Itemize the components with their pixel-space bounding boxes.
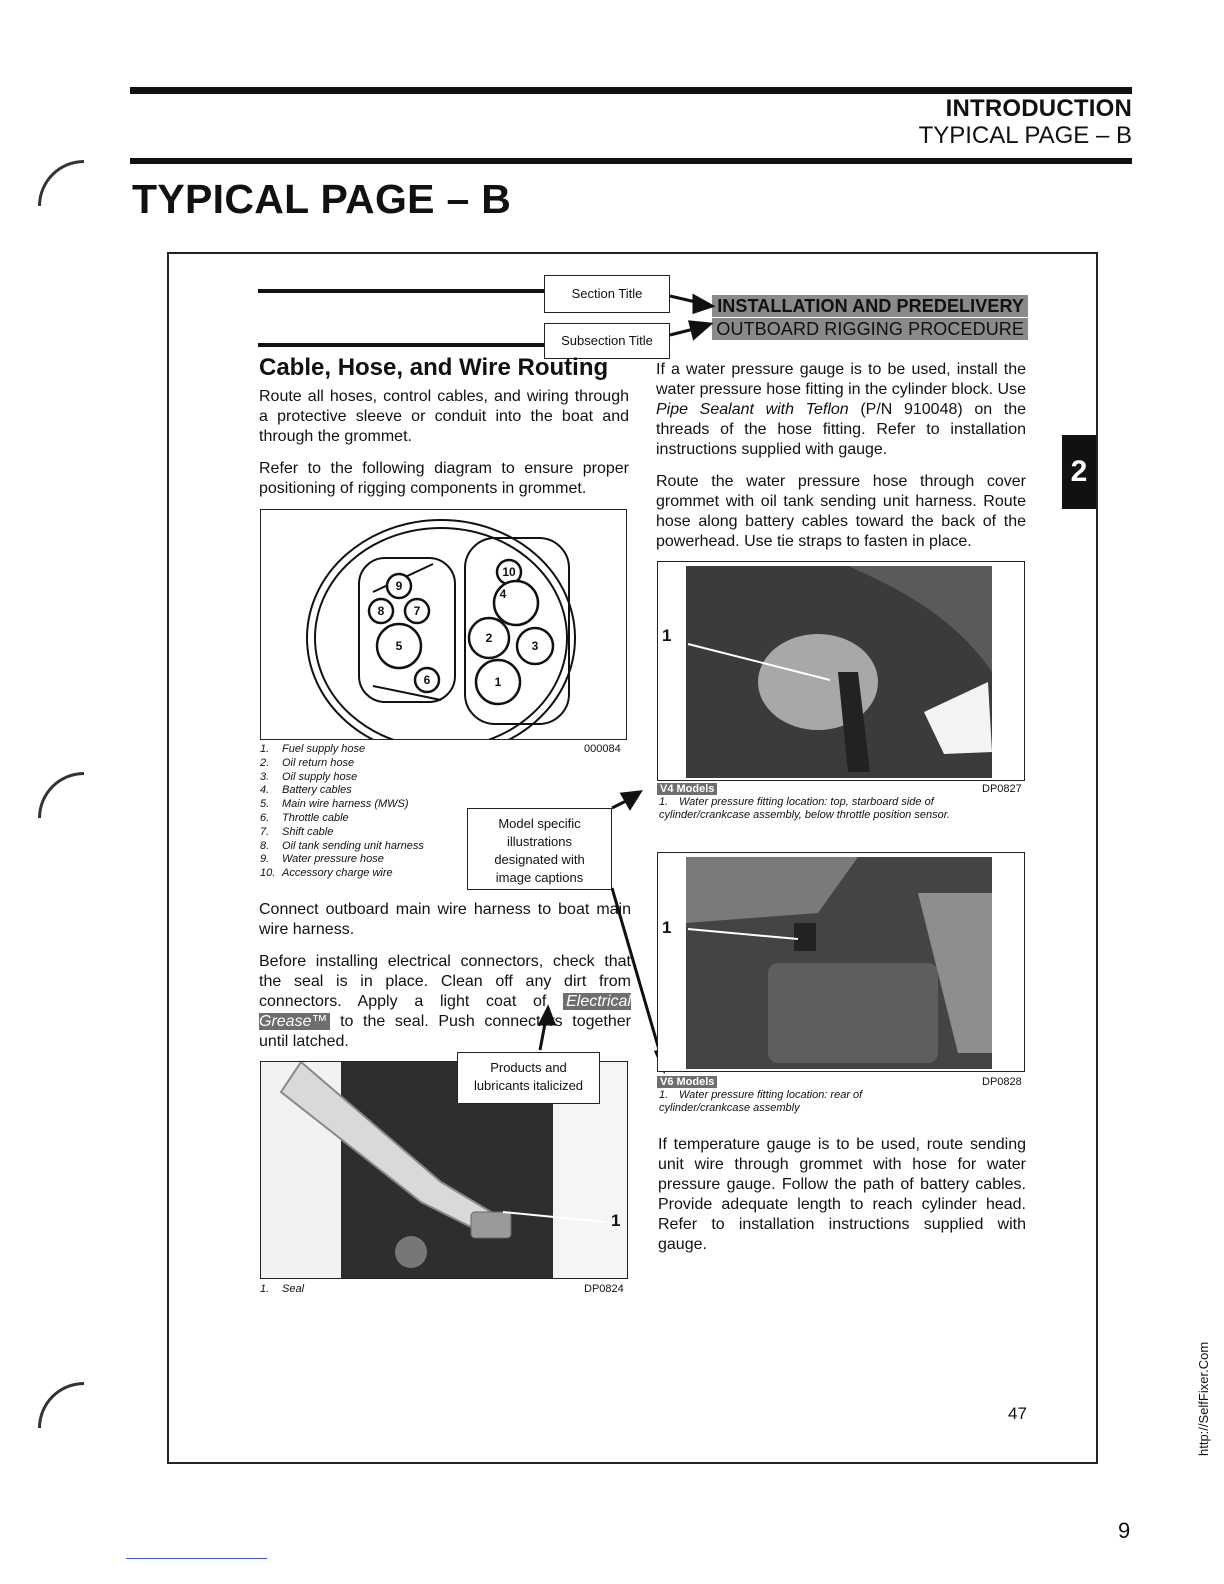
v4-figure-code: DP0827 [982,783,1022,795]
legend-item: 10. Accessory charge wire [260,867,393,880]
watermark-url: http://SelfFixer.Com [1196,1341,1211,1456]
v6-pointer-label: 1 [662,918,672,937]
subsection-title-callout: Subsection Title [544,323,670,359]
v6-photo [657,852,1025,1072]
section-band: INSTALLATION AND PREDELIVERY [712,295,1028,317]
v6-model-label: V6 Models [657,1076,717,1088]
seal-caption: 1. Seal [260,1283,305,1295]
section-tab: 2 [1062,435,1096,509]
left-paragraph-2: Refer to the following diagram to ensure proper positioning of rigging components in grommet. [259,460,629,497]
grommet-diagram [261,510,627,740]
v6-caption: 1. Water pressure fitting location: rear of cylinder/crankcase assembly [659,1089,863,1114]
legend-item: 8. Oil tank sending unit harness [260,839,424,852]
inner-page-number: 47 [1008,1404,1027,1423]
v6-figure-code: DP0828 [982,1076,1022,1088]
right-paragraph-1: If a water pressure gauge is to be used, install the water pressure hose fitting in the cylinder block. Use Pipe Sealant with Teflon (P/N 910048) on the threads of the hose fitting. Refer to installation instructions supplied with gauge. [656,361,1027,458]
left-paragraph-3: Connect outboard main wire harness to boat main wire harness. [259,901,631,938]
header-section: INTRODUCTION [945,95,1132,122]
page-title: TYPICAL PAGE – B [132,176,512,222]
v4-model-label: V4 Models [657,783,717,795]
legend-item: 9. Water pressure hose [260,853,384,866]
model-specific-callout: Model specific illustrations designated with image captions [467,808,612,890]
legend-item: 3. Oil supply hose [260,770,358,783]
v4-photo-illustration [658,562,1025,781]
grommet-label-6: 6 [423,673,431,687]
grommet-label-4: 4 [499,587,507,601]
product-name-pipe-sealant: Pipe Sealant with Teflon [656,401,849,418]
right-paragraph-3: If temperature gauge is to be used, route sending unit wire through grommet with hose for water pressure gauge. Follow the path of battery cables. Provide adequate length to reach cylinder head. Refer to installation instructions supplied with gauge. [658,1136,1026,1253]
legend-item: 6. Throttle cable [260,811,349,824]
section-title-callout: Section Title [544,275,670,313]
grommet-figure-code: 000084 [584,743,621,755]
grommet-label-10: 10 [502,565,516,579]
legend-item: 7. Shift cable [260,825,334,838]
legend-item: 2. Oil return hose [260,756,355,769]
grommet-label-8: 8 [377,604,385,618]
products-callout: Products and lubricants italicized [457,1052,600,1104]
header-subsection: TYPICAL PAGE – B [918,122,1132,149]
legend-item: 5. Main wire harness (MWS) [260,798,409,811]
grommet-label-5: 5 [395,639,403,653]
v4-pointer-label: 1 [662,626,672,645]
right-paragraph-2: Route the water pressure hose through cover grommet with oil tank sending unit harness. Route hose along battery cables toward the back of the powerhead. Use tie straps to fasten in place. [656,473,1026,550]
v4-photo [657,561,1025,781]
grommet-label-9: 9 [395,579,403,593]
subsection-band: OUTBOARD RIGGING PROCEDURE [712,318,1028,340]
v4-caption: 1. Water pressure fitting location: top, starboard side of cylinder/crankcase assembly, below throttle position sensor. [659,796,951,821]
grommet-label-1: 1 [494,675,502,689]
seal-figure-code: DP0824 [584,1283,624,1295]
seal-pointer-label: 1 [611,1211,621,1230]
grommet-label-2: 2 [485,631,493,645]
page-number: 9 [1118,1518,1131,1543]
product-name-grease: Electrical Grease™ [259,993,631,1030]
bottom-link-underline [126,1558,267,1559]
legend-item: 1. Fuel supply hose [260,743,366,755]
grommet-figure [260,509,627,740]
left-paragraph-4: Before installing electrical connectors, check that the seal is in place. Clean off any dirt from connectors. Apply a light coat of Electrical Grease™ to the seal. Push connectors together until latched. [259,953,631,1050]
grommet-legend [260,743,460,881]
legend-item: 4. Battery cables [260,784,352,797]
sample-heading: Cable, Hose, and Wire Routing [259,354,609,381]
left-paragraph-1: Route all hoses, control cables, and wiring through a protective sleeve or conduit into the boat and through the grommet. [259,388,629,445]
grommet-label-7: 7 [413,604,421,618]
grommet-label-3: 3 [531,639,539,653]
v6-photo-illustration [658,853,1025,1072]
